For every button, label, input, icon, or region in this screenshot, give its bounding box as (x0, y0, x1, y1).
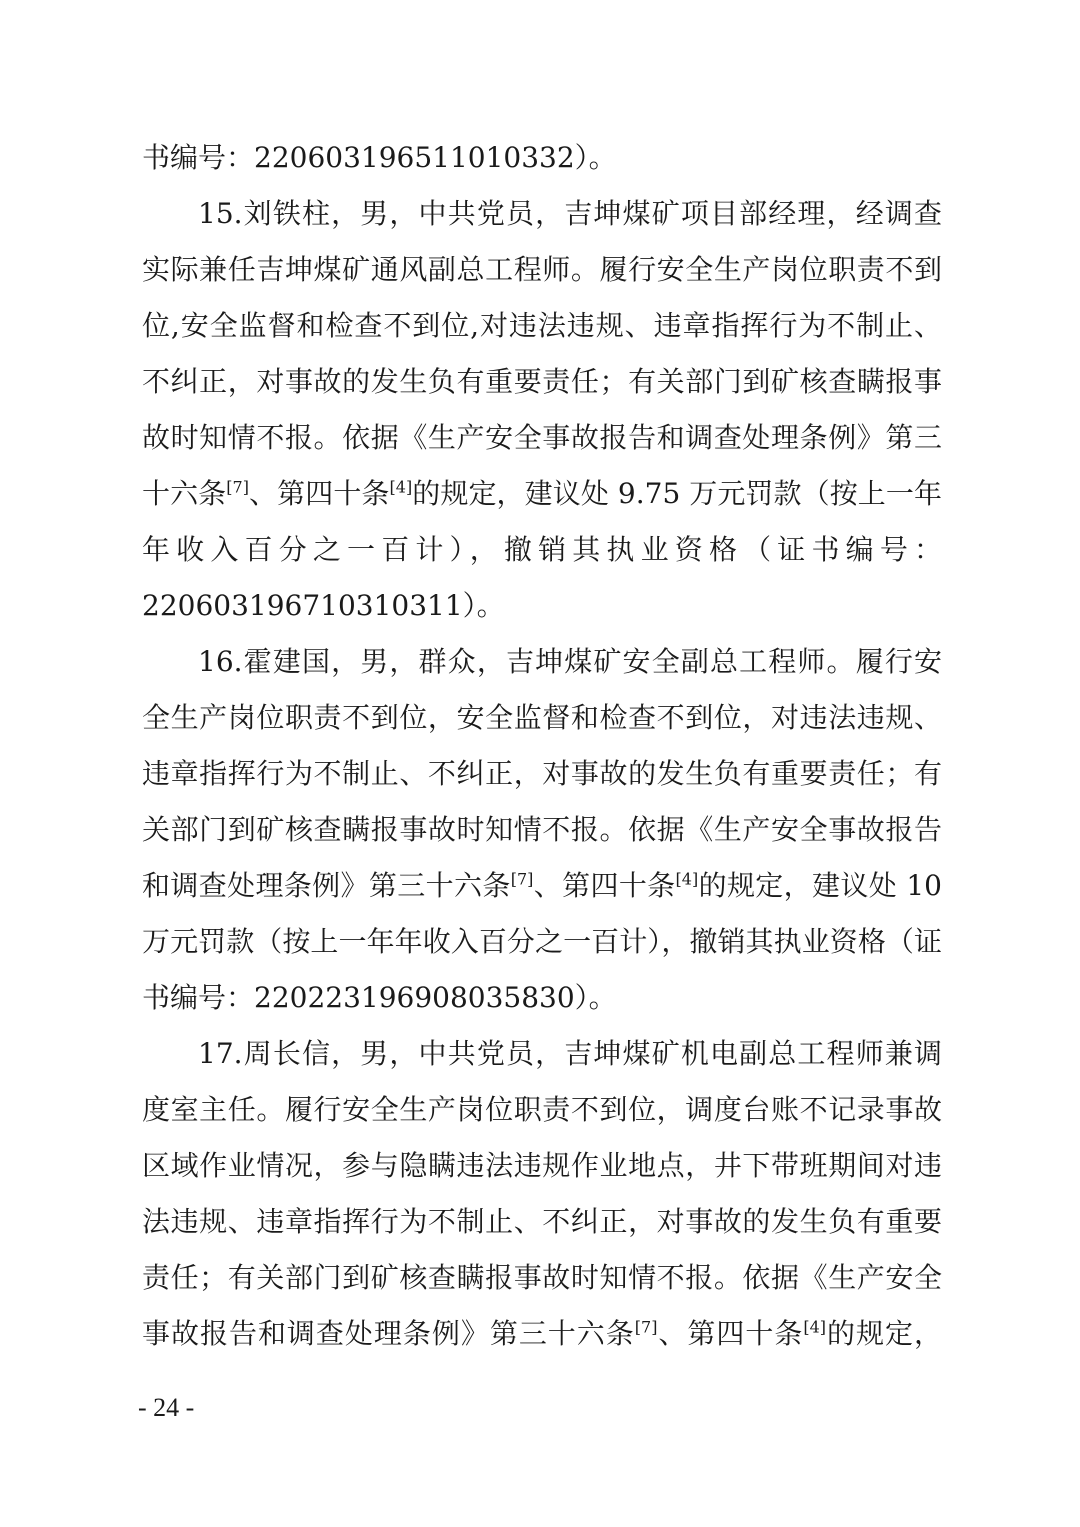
text-line-3: 实际兼任吉坤煤矿通风副总工程师。履行安全生产岗位职责不到 (142, 253, 942, 286)
text-line-16: 书编号：220223196908035830）。 (142, 981, 617, 1014)
text-line-1: 书编号：220603196511010332）。 (142, 141, 617, 174)
paragraph-16-line-1: 16.霍建国，男，群众，吉坤煤矿安全副总工程师。履行安 (198, 645, 942, 678)
paragraph-17-line-1: 17.周长信，男，中共党员，吉坤煤矿机电副总工程师兼调 (198, 1037, 942, 1070)
text-segment: 的规定，建议处 10 (698, 869, 942, 902)
text-segment: 、第四十条 (657, 1317, 804, 1350)
footnote-ref-7: [7] (510, 869, 534, 889)
text-segment: 十六条 (142, 477, 227, 510)
footnote-ref-4: [4] (389, 477, 413, 497)
text-line-22 (142, 1312, 942, 1356)
text-line-20: 法违规、违章指挥行为不制止、不纠正，对事故的发生负有重要 (142, 1205, 942, 1238)
text-segment: 和调查处理条例》第三十六条 (142, 869, 511, 902)
text-line-5: 不纠正，对事故的发生负有重要责任；有关部门到矿核查瞒报事 (142, 365, 942, 398)
footnote-ref-4: [4] (675, 869, 699, 889)
text-line-7 (142, 472, 942, 516)
footnote-ref-7: [7] (634, 1317, 658, 1337)
text-line-13: 关部门到矿核查瞒报事故时知情不报。依据《生产安全事故报告 (142, 813, 942, 846)
text-segment: 、第四十条 (248, 477, 390, 510)
text-line-6: 故时知情不报。依据《生产安全事故报告和调查处理条例》第三 (142, 421, 942, 454)
text-line-21: 责任；有关部门到矿核查瞒报事故时知情不报。依据《生产安全 (142, 1261, 942, 1294)
footnote-ref-4: [4] (803, 1317, 827, 1337)
text-segment: 的规定，建议处 9.75 万元罚款（按上一年 (412, 477, 942, 510)
text-segment: 、第四十条 (533, 869, 676, 902)
text-line-15: 万元罚款（按上一年年收入百分之一百计），撤销其执业资格（证 (142, 925, 942, 958)
footnote-ref-7: [7] (226, 477, 249, 497)
text-line-11: 全生产岗位职责不到位，安全监督和检查不到位，对违法违规、 (142, 701, 942, 734)
text-line-4: 位,安全监督和检查不到位,对违法违规、违章指挥行为不制止、 (142, 309, 942, 342)
text-line-18: 度室主任。履行安全生产岗位职责不到位，调度台账不记录事故 (142, 1093, 942, 1126)
paragraph-15-line-1: 15.刘铁柱，男，中共党员，吉坤煤矿项目部经理，经调查 (198, 197, 942, 230)
text-line-14 (142, 864, 942, 908)
text-segment: 的规定， (826, 1317, 942, 1350)
text-line-12: 违章指挥行为不制止、不纠正，对事故的发生负有重要责任；有 (142, 757, 942, 790)
text-line-19: 区域作业情况，参与隐瞒违法违规作业地点，井下带班期间对违 (142, 1149, 942, 1182)
page-number: - 24 - (138, 1393, 195, 1422)
text-segment: 事故报告和调查处理条例》第三十六条 (142, 1317, 635, 1350)
text-line-8: 年收入百分之一百计），撤销其执业资格（证书编号： (142, 533, 942, 566)
text-line-9: 220603196710310311）。 (142, 589, 505, 622)
